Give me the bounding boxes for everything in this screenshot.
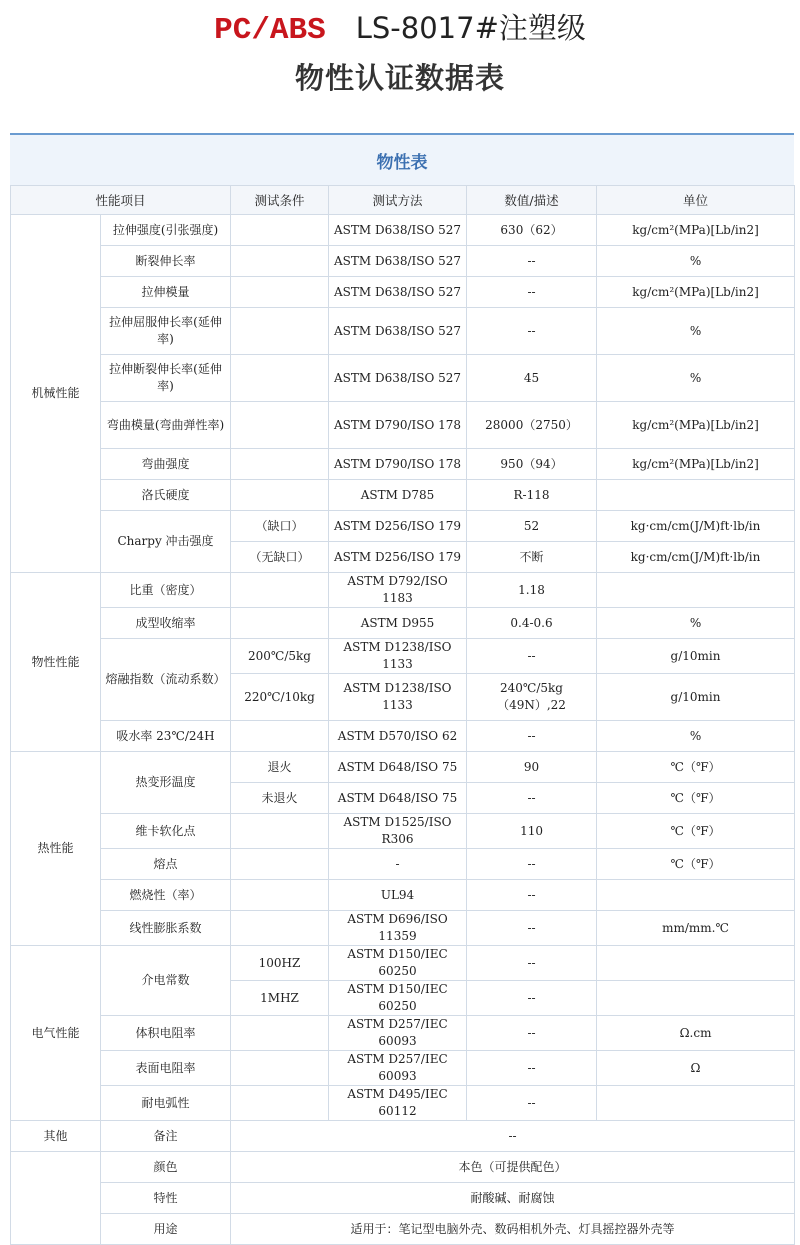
row-item: 熔融指数（流动系数） bbox=[101, 639, 231, 721]
row-condition: 未退火 bbox=[231, 783, 329, 814]
row-method: ASTM D648/ISO 75 bbox=[329, 752, 467, 783]
table-row bbox=[11, 1086, 795, 1121]
row-condition bbox=[231, 402, 329, 449]
row-condition bbox=[231, 608, 329, 639]
row-method: ASTM D638/ISO 527 bbox=[329, 215, 467, 246]
row-condition bbox=[231, 449, 329, 480]
table-row bbox=[11, 573, 795, 608]
row-condition: 220℃/10kg bbox=[231, 674, 329, 721]
row-unit: ℃（℉） bbox=[597, 849, 795, 880]
note-value: -- bbox=[231, 1121, 795, 1152]
table-row bbox=[11, 1183, 795, 1214]
row-unit: Ω bbox=[597, 1051, 795, 1086]
row-method: ASTM D256/ISO 179 bbox=[329, 511, 467, 542]
row-condition bbox=[231, 1086, 329, 1121]
row-condition: 100HZ bbox=[231, 946, 329, 981]
row-value: 630（62） bbox=[467, 215, 597, 246]
row-method: ASTM D495/IEC 60112 bbox=[329, 1086, 467, 1121]
row-value: -- bbox=[467, 946, 597, 981]
row-value: 90 bbox=[467, 752, 597, 783]
section-thermal: 热性能 bbox=[11, 752, 101, 946]
row-unit: kg/cm²(MPa)[Lb/in2] bbox=[597, 449, 795, 480]
row-value: 240℃/5kg（49N）,22 bbox=[467, 674, 597, 721]
row-method: ASTM D790/ISO 178 bbox=[329, 402, 467, 449]
table-row bbox=[11, 608, 795, 639]
row-method: ASTM D150/IEC 60250 bbox=[329, 946, 467, 981]
row-unit: kg·cm/cm(J/M)ft·lb/in bbox=[597, 542, 795, 573]
table-row bbox=[11, 849, 795, 880]
row-item: 维卡软化点 bbox=[101, 814, 231, 849]
row-method: ASTM D257/IEC 60093 bbox=[329, 1051, 467, 1086]
row-condition: （无缺口） bbox=[231, 542, 329, 573]
row-item: 拉伸模量 bbox=[101, 277, 231, 308]
row-method: ASTM D955 bbox=[329, 608, 467, 639]
row-value: -- bbox=[467, 246, 597, 277]
row-item: 热变形温度 bbox=[101, 752, 231, 814]
row-condition: 1MHZ bbox=[231, 981, 329, 1016]
row-unit: % bbox=[597, 308, 795, 355]
row-value: 不断 bbox=[467, 542, 597, 573]
page-title bbox=[0, 6, 800, 48]
row-item: 成型收缩率 bbox=[101, 608, 231, 639]
row-unit bbox=[597, 946, 795, 981]
row-unit bbox=[597, 981, 795, 1016]
row-value: -- bbox=[467, 880, 597, 911]
section-mechanical: 机械性能 bbox=[11, 215, 101, 573]
row-method: ASTM D256/ISO 179 bbox=[329, 542, 467, 573]
table-row bbox=[11, 511, 795, 542]
row-unit: g/10min bbox=[597, 639, 795, 674]
row-value: 45 bbox=[467, 355, 597, 402]
row-method: ASTM D790/ISO 178 bbox=[329, 449, 467, 480]
row-item: 断裂伸长率 bbox=[101, 246, 231, 277]
table-row bbox=[11, 1016, 795, 1051]
page-header bbox=[0, 0, 800, 110]
row-condition bbox=[231, 880, 329, 911]
page-subtitle: 物性认证数据表 bbox=[294, 61, 505, 95]
row-value: -- bbox=[467, 1051, 597, 1086]
blank-section-cell bbox=[11, 1152, 101, 1245]
row-condition bbox=[231, 355, 329, 402]
row-item: 吸水率 23℃/24H bbox=[101, 721, 231, 752]
row-method: UL94 bbox=[329, 880, 467, 911]
row-value: -- bbox=[467, 277, 597, 308]
color-value: 本色（可提供配色） bbox=[231, 1152, 795, 1183]
row-unit: mm/mm.℃ bbox=[597, 911, 795, 946]
row-condition bbox=[231, 814, 329, 849]
title-material: PC/ABS bbox=[214, 13, 326, 48]
col-header-item: 性能项目 bbox=[11, 186, 231, 215]
row-condition bbox=[231, 573, 329, 608]
note-label: 备注 bbox=[101, 1121, 231, 1152]
row-value: 950（94） bbox=[467, 449, 597, 480]
table-row bbox=[11, 402, 795, 449]
table-row bbox=[11, 880, 795, 911]
row-unit: % bbox=[597, 721, 795, 752]
row-unit bbox=[597, 880, 795, 911]
row-unit bbox=[597, 573, 795, 608]
col-header-unit: 单位 bbox=[597, 186, 795, 215]
section-physical: 物性性能 bbox=[11, 573, 101, 752]
row-value: 52 bbox=[467, 511, 597, 542]
row-method: ASTM D1525/ISO R306 bbox=[329, 814, 467, 849]
title-grade: LS-8017#注塑级 bbox=[355, 11, 586, 45]
row-value: 0.4-0.6 bbox=[467, 608, 597, 639]
row-method: ASTM D638/ISO 527 bbox=[329, 246, 467, 277]
row-condition bbox=[231, 1051, 329, 1086]
feature-value: 耐酸碱、耐腐蚀 bbox=[231, 1183, 795, 1214]
row-method: - bbox=[329, 849, 467, 880]
row-unit: kg·cm/cm(J/M)ft·lb/in bbox=[597, 511, 795, 542]
row-item: 弯曲模量(弯曲弹性率) bbox=[101, 402, 231, 449]
table-row bbox=[11, 1051, 795, 1086]
color-label: 颜色 bbox=[101, 1152, 231, 1183]
row-method: ASTM D1238/ISO 1133 bbox=[329, 674, 467, 721]
row-unit bbox=[597, 480, 795, 511]
row-value: -- bbox=[467, 1086, 597, 1121]
row-unit bbox=[597, 1086, 795, 1121]
table-row bbox=[11, 449, 795, 480]
row-item: Charpy 冲击强度 bbox=[101, 511, 231, 573]
row-item: 介电常数 bbox=[101, 946, 231, 1016]
row-condition bbox=[231, 1016, 329, 1051]
row-item: 拉伸断裂伸长率(延伸率) bbox=[101, 355, 231, 402]
row-item: 体积电阻率 bbox=[101, 1016, 231, 1051]
row-unit: kg/cm²(MPa)[Lb/in2] bbox=[597, 402, 795, 449]
row-unit: ℃（℉） bbox=[597, 783, 795, 814]
row-method: ASTM D1238/ISO 1133 bbox=[329, 639, 467, 674]
table-row bbox=[11, 277, 795, 308]
row-value: -- bbox=[467, 639, 597, 674]
row-condition bbox=[231, 215, 329, 246]
row-unit: kg/cm²(MPa)[Lb/in2] bbox=[597, 215, 795, 246]
row-unit: ℃（℉） bbox=[597, 752, 795, 783]
table-row bbox=[11, 308, 795, 355]
section-electrical: 电气性能 bbox=[11, 946, 101, 1121]
row-value: -- bbox=[467, 981, 597, 1016]
row-value: R-118 bbox=[467, 480, 597, 511]
row-value: 110 bbox=[467, 814, 597, 849]
row-condition bbox=[231, 277, 329, 308]
row-method: ASTM D638/ISO 527 bbox=[329, 308, 467, 355]
use-value: 适用于：笔记型电脑外壳、数码相机外壳、灯具摇控器外壳等 bbox=[231, 1214, 795, 1245]
row-value: -- bbox=[467, 783, 597, 814]
row-method: ASTM D257/IEC 60093 bbox=[329, 1016, 467, 1051]
row-condition: 200℃/5kg bbox=[231, 639, 329, 674]
row-item: 拉伸屈服伸长率(延伸率) bbox=[101, 308, 231, 355]
table-row bbox=[11, 215, 795, 246]
table-header-row bbox=[11, 186, 795, 215]
row-item: 弯曲强度 bbox=[101, 449, 231, 480]
row-item: 线性膨胀系数 bbox=[101, 911, 231, 946]
row-unit: g/10min bbox=[597, 674, 795, 721]
row-condition: 退火 bbox=[231, 752, 329, 783]
row-unit: % bbox=[597, 246, 795, 277]
row-item: 耐电弧性 bbox=[101, 1086, 231, 1121]
table-caption: 物性表 bbox=[10, 135, 794, 185]
row-method: ASTM D785 bbox=[329, 480, 467, 511]
table-row bbox=[11, 814, 795, 849]
row-item: 洛氏硬度 bbox=[101, 480, 231, 511]
table-row bbox=[11, 752, 795, 783]
property-table bbox=[10, 185, 795, 1245]
row-method: ASTM D150/IEC 60250 bbox=[329, 981, 467, 1016]
row-condition bbox=[231, 849, 329, 880]
row-item: 熔点 bbox=[101, 849, 231, 880]
row-item: 燃烧性（率） bbox=[101, 880, 231, 911]
table-row bbox=[11, 1152, 795, 1183]
feature-label: 特性 bbox=[101, 1183, 231, 1214]
row-condition bbox=[231, 246, 329, 277]
row-method: ASTM D638/ISO 527 bbox=[329, 277, 467, 308]
table-row bbox=[11, 639, 795, 674]
row-unit: ℃（℉） bbox=[597, 814, 795, 849]
row-item: 比重（密度） bbox=[101, 573, 231, 608]
table-row bbox=[11, 355, 795, 402]
table-row bbox=[11, 480, 795, 511]
row-condition bbox=[231, 721, 329, 752]
row-value: -- bbox=[467, 721, 597, 752]
row-unit: % bbox=[597, 355, 795, 402]
row-item: 拉伸强度(引张强度) bbox=[101, 215, 231, 246]
row-method: ASTM D638/ISO 527 bbox=[329, 355, 467, 402]
col-header-method: 测试方法 bbox=[329, 186, 467, 215]
col-header-condition: 测试条件 bbox=[231, 186, 329, 215]
row-method: ASTM D696/ISO 11359 bbox=[329, 911, 467, 946]
use-label: 用途 bbox=[101, 1214, 231, 1245]
row-value: 1.18 bbox=[467, 573, 597, 608]
table-row bbox=[11, 911, 795, 946]
table-row bbox=[11, 1214, 795, 1245]
row-condition bbox=[231, 480, 329, 511]
row-condition bbox=[231, 911, 329, 946]
table-row bbox=[11, 246, 795, 277]
row-condition bbox=[231, 308, 329, 355]
table-row bbox=[11, 721, 795, 752]
row-unit: Ω.cm bbox=[597, 1016, 795, 1051]
row-method: ASTM D570/ISO 62 bbox=[329, 721, 467, 752]
table-row bbox=[11, 946, 795, 981]
row-value: -- bbox=[467, 308, 597, 355]
row-method: ASTM D648/ISO 75 bbox=[329, 783, 467, 814]
row-value: -- bbox=[467, 1016, 597, 1051]
row-value: 28000（2750） bbox=[467, 402, 597, 449]
table-row bbox=[11, 1121, 795, 1152]
row-condition: （缺口） bbox=[231, 511, 329, 542]
col-header-value: 数值/描述 bbox=[467, 186, 597, 215]
property-sheet bbox=[10, 133, 794, 1245]
row-item: 表面电阻率 bbox=[101, 1051, 231, 1086]
section-other: 其他 bbox=[11, 1121, 101, 1152]
row-unit: % bbox=[597, 608, 795, 639]
row-value: -- bbox=[467, 911, 597, 946]
row-unit: kg/cm²(MPa)[Lb/in2] bbox=[597, 277, 795, 308]
row-value: -- bbox=[467, 849, 597, 880]
row-method: ASTM D792/ISO 1183 bbox=[329, 573, 467, 608]
